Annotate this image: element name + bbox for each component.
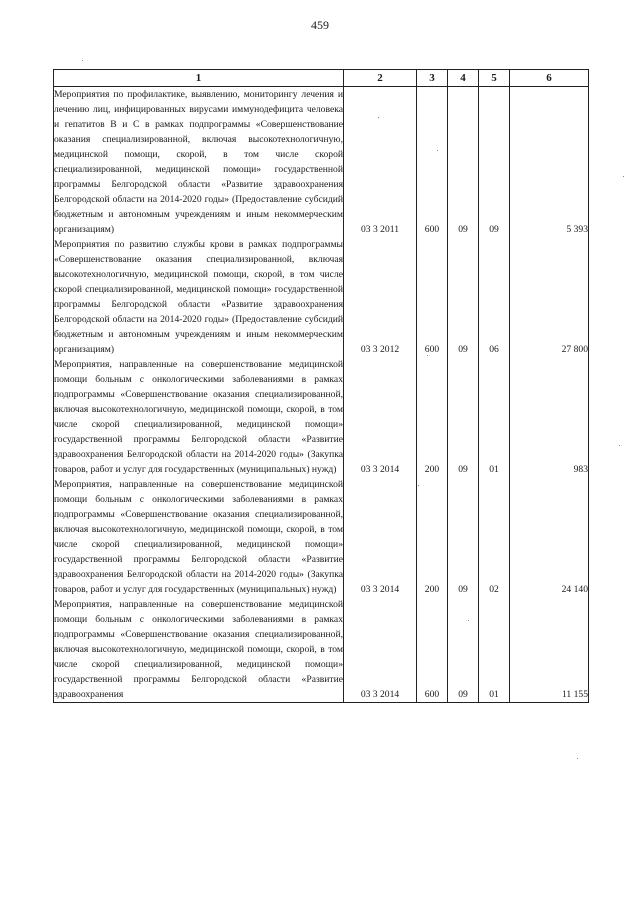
row-target-code: 03 3 2014 <box>344 477 417 597</box>
row-amount: 27 800 <box>510 237 589 357</box>
row-expense-type: 200 <box>417 357 448 477</box>
row-amount: 24 140 <box>510 477 589 597</box>
table-header-row <box>54 70 589 87</box>
row-section: 09 <box>448 237 479 357</box>
row-description: Мероприятия по развитию службы крови в рамках подпрограммы «Совершенствование оказания специализированной, включая высокотехнологичную, медицинской помощи, скорой, в том числе скорой специализированной, медицинской помощи» государственной программы Белгородской области «Развитие здравоохранения Белгородской области на 2014-2020 годы» (Предоставление субсидий бюджетным и автономным учреждениям и иным некоммерческим организациям) <box>54 239 343 355</box>
scan-speck <box>577 758 578 759</box>
column-header: 3 <box>417 70 448 87</box>
row-subsection: 01 <box>479 597 510 703</box>
budget-table <box>53 69 589 703</box>
scan-speck <box>437 150 438 151</box>
row-expense-type: 600 <box>417 87 448 238</box>
column-header: 6 <box>510 70 589 87</box>
column-header: 1 <box>54 70 344 87</box>
scan-speck <box>418 485 419 486</box>
row-expense-type: 600 <box>417 597 448 703</box>
row-target-code: 03 3 2012 <box>344 237 417 357</box>
row-target-code: 03 3 2014 <box>344 597 417 703</box>
row-amount: 983 <box>510 357 589 477</box>
table-row <box>54 237 589 357</box>
column-header: 5 <box>479 70 510 87</box>
table-row <box>54 477 589 597</box>
scan-speck <box>623 176 624 177</box>
row-target-code: 03 3 2014 <box>344 357 417 477</box>
row-target-code: 03 3 2011 <box>344 87 417 238</box>
row-section: 09 <box>448 477 479 597</box>
row-subsection: 06 <box>479 237 510 357</box>
row-amount: 11 155 <box>510 597 589 703</box>
row-description: Мероприятия, направленные на совершенствование медицинской помощи больным с онкологическими заболеваниями в рамках подпрограммы «Совершенствование оказания специализированной, включая высокотехнологичную, медицинской помощи, скорой, в том числе скорой специализированной, медицинской помощи» государственной программы Белгородской области «Развитие здравоохранения Белгородской области на 2014-2020 годы» (Закупка товаров, работ и услуг для государственных (муниципальных) нужд) <box>54 479 343 595</box>
scan-speck <box>82 60 83 61</box>
column-header: 4 <box>448 70 479 87</box>
row-description: Мероприятия, направленные на совершенствование медицинской помощи больным с онкологическими заболеваниями в рамках подпрограммы «Совершенствование оказания специализированной, включая высокотехнологичную, медицинской помощи, скорой, в том числе скорой специализированной, медицинской помощи» государственной программы Белгородской области «Развитие здравоохранения <box>54 597 344 703</box>
scan-speck <box>378 117 379 118</box>
row-subsection: 09 <box>479 87 510 238</box>
scan-speck <box>619 445 620 446</box>
column-header: 2 <box>344 70 417 87</box>
scan-speck <box>427 355 428 356</box>
row-section: 09 <box>448 597 479 703</box>
page-number: 459 <box>311 18 329 32</box>
table-row <box>54 87 589 238</box>
row-subsection: 02 <box>479 477 510 597</box>
scan-speck <box>468 620 469 621</box>
row-description: Мероприятия, направленные на совершенствование медицинской помощи больным с онкологическими заболеваниями в рамках подпрограммы «Совершенствование оказания специализированной, включая высокотехнологичную, медицинской помощи, скорой, в том числе скорой специализированной, медицинской помощи» государственной программы Белгородской области «Развитие здравоохранения Белгородской области на 2014-2020 годы» (Закупка товаров, работ и услуг для государственных (муниципальных) нужд) <box>54 359 343 475</box>
row-description: Мероприятия по профилактике, выявлению, мониторингу лечения и лечению лиц, инфицированных вирусами иммунодефицита человека и гепатитов В и С в рамках подпрограммы «Совершенствование оказания специализированной, включая высокотехнологичную, медицинской помощи, скорой, в том числе скорой специализированной, медицинской помощи» государственной программы Белгородской области «Развитие здравоохранения Белгородской области на 2014-2020 годы» (Предоставление субсидий бюджетным и автономным учреждениям и иным некоммерческим организациям) <box>54 87 344 238</box>
row-section: 09 <box>448 87 479 238</box>
row-subsection: 01 <box>479 357 510 477</box>
row-amount: 5 393 <box>510 87 589 238</box>
table-row <box>54 597 589 703</box>
table-row <box>54 357 589 477</box>
row-section: 09 <box>448 357 479 477</box>
row-expense-type: 200 <box>417 477 448 597</box>
row-expense-type: 600 <box>417 237 448 357</box>
